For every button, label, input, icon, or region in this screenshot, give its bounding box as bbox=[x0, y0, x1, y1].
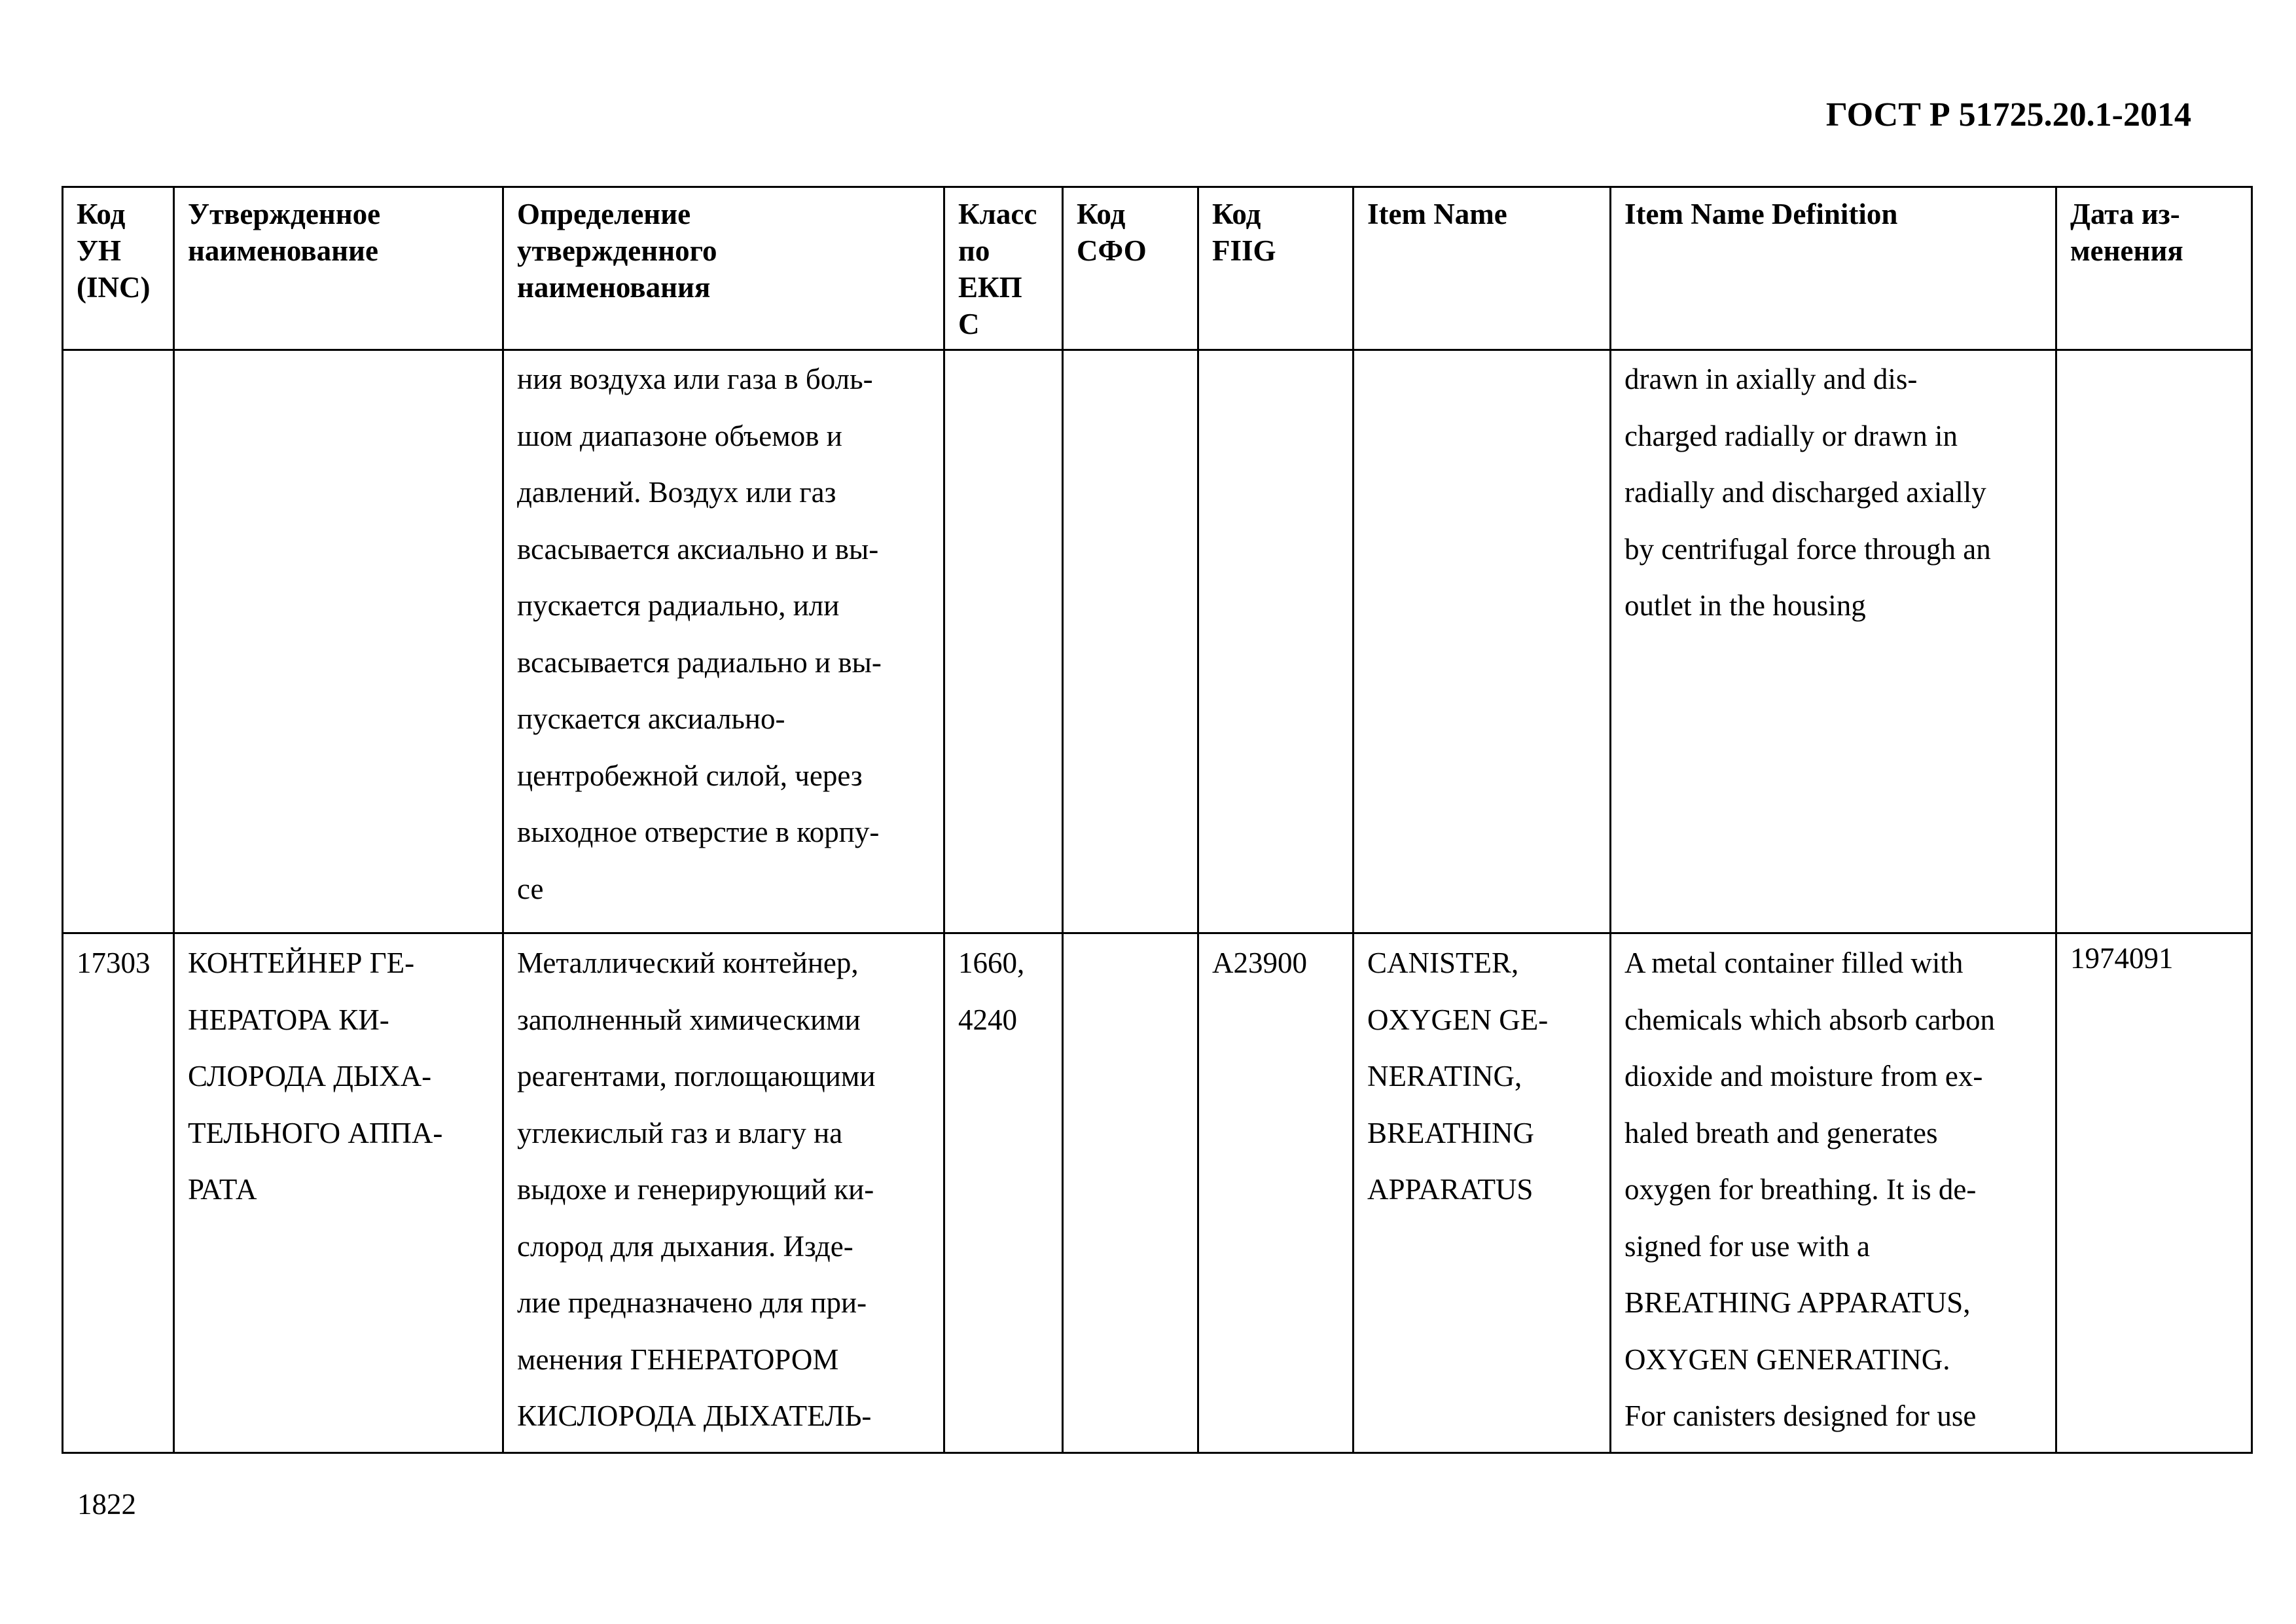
cell-item-name bbox=[1354, 350, 1611, 933]
col-header-class: Класс по ЕКП С bbox=[944, 187, 1063, 350]
cell-change-date bbox=[2056, 350, 2252, 933]
cell-inc: 17303 bbox=[63, 933, 174, 1453]
cell-fiig: A23900 bbox=[1198, 933, 1354, 1453]
col-header-item-name: Item Name bbox=[1354, 187, 1611, 350]
cell-class bbox=[944, 350, 1063, 933]
cell-item-definition: drawn in axially and dis- charged radially or drawn in radially and discharged axially by centrifugal force through an outlet in the housing bbox=[1611, 350, 2056, 933]
cell-approved-name: КОНТЕЙНЕР ГЕ- НЕРАТОРА КИ- СЛОРОДА ДЫХА- ТЕЛЬНОГО АППА- РАТА bbox=[174, 933, 503, 1453]
col-header-inc: Код УН (INC) bbox=[63, 187, 174, 350]
table-row bbox=[63, 350, 2252, 933]
page-number: 1822 bbox=[77, 1488, 136, 1521]
col-header-change-date: Дата из- менения bbox=[2056, 187, 2252, 350]
cell-sfo bbox=[1063, 350, 1198, 933]
cell-definition: Металлический контейнер, заполненный химическими реагентами, поглощающими углекислый газ и влагу на выдохе и генерирующий ки- слород для дыхания. Изде- лие предназначено для при- менения ГЕНЕРАТОРОМ КИСЛОРОДА ДЫХАТЕЛЬ- bbox=[503, 933, 944, 1453]
col-header-definition: Определение утвержденного наименования bbox=[503, 187, 944, 350]
cell-definition: ния воздуха или газа в боль- шом диапазоне объемов и давлений. Воздух или газ всасывается аксиально и вы- пускается радиально, или всасывается радиально и вы- пускается аксиально- центробежной силой, через выходное отверстие в корпу- се bbox=[503, 350, 944, 933]
col-header-approved-name: Утвержденное наименование bbox=[174, 187, 503, 350]
col-header-sfo: Код СФО bbox=[1063, 187, 1198, 350]
table-row bbox=[63, 933, 2252, 1453]
cell-change-date: 1974091 bbox=[2056, 933, 2252, 1453]
cell-sfo bbox=[1063, 933, 1198, 1453]
cell-fiig bbox=[1198, 350, 1354, 933]
cell-class: 1660, 4240 bbox=[944, 933, 1063, 1453]
cell-approved-name bbox=[174, 350, 503, 933]
items-table bbox=[62, 186, 2253, 1454]
cell-inc bbox=[63, 350, 174, 933]
table-header-row bbox=[63, 187, 2252, 350]
document-standard-code: ГОСТ Р 51725.20.1-2014 bbox=[1825, 96, 2191, 134]
cell-item-definition: A metal container filled with chemicals which absorb carbon dioxide and moisture from ex- haled breath and generates oxygen for breathing. It is de- signed for use with a BREATHING APPARATUS, OXYGEN GENERATING. For canisters designed for use bbox=[1611, 933, 2056, 1453]
col-header-fiig: Код FIIG bbox=[1198, 187, 1354, 350]
col-header-item-definition: Item Name Definition bbox=[1611, 187, 2056, 350]
cell-item-name: CANISTER, OXYGEN GE- NERATING, BREATHING APPARATUS bbox=[1354, 933, 1611, 1453]
